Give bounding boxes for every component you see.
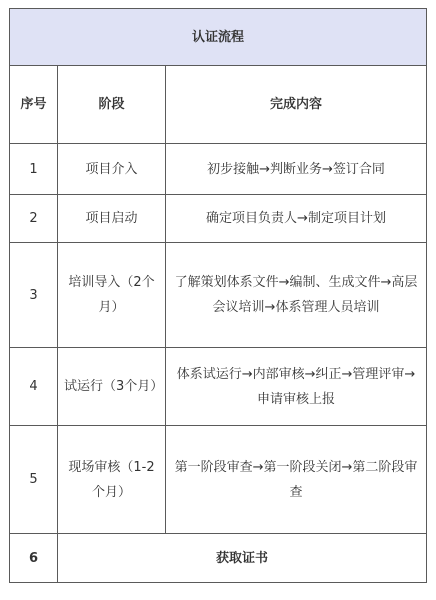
header-no: 序号 xyxy=(10,66,58,144)
final-row-content: 获取证书 xyxy=(58,534,427,583)
row-content: 体系试运行→内部审核→纠正→管理评审→申请审核上报 xyxy=(166,348,427,426)
row-content: 第一阶段审查→第一阶段关闭→第二阶段审查 xyxy=(166,426,427,534)
table-row xyxy=(10,195,427,243)
row-content: 初步接触→判断业务→签订合同 xyxy=(166,144,427,195)
table-row xyxy=(10,144,427,195)
row-no: 2 xyxy=(10,195,58,243)
row-stage: 现场审核（1-2个月） xyxy=(58,426,166,534)
row-stage: 培训导入（2个月） xyxy=(58,243,166,348)
final-row xyxy=(10,534,427,583)
row-stage: 项目启动 xyxy=(58,195,166,243)
header-content: 完成内容 xyxy=(166,66,427,144)
table-title: 认证流程 xyxy=(10,9,427,66)
table-header-row xyxy=(10,66,427,144)
row-no: 4 xyxy=(10,348,58,426)
row-no: 5 xyxy=(10,426,58,534)
table-row xyxy=(10,348,427,426)
table-title-row xyxy=(10,9,427,66)
certification-process-table xyxy=(9,8,427,583)
row-content: 确定项目负责人→制定项目计划 xyxy=(166,195,427,243)
final-row-no: 6 xyxy=(10,534,58,583)
row-content: 了解策划体系文件→编制、生成文件→高层会议培训→体系管理人员培训 xyxy=(166,243,427,348)
row-no: 1 xyxy=(10,144,58,195)
row-stage: 试运行（3个月） xyxy=(58,348,166,426)
table-row xyxy=(10,426,427,534)
header-stage: 阶段 xyxy=(58,66,166,144)
row-no: 3 xyxy=(10,243,58,348)
row-stage: 项目介入 xyxy=(58,144,166,195)
table-row xyxy=(10,243,427,348)
